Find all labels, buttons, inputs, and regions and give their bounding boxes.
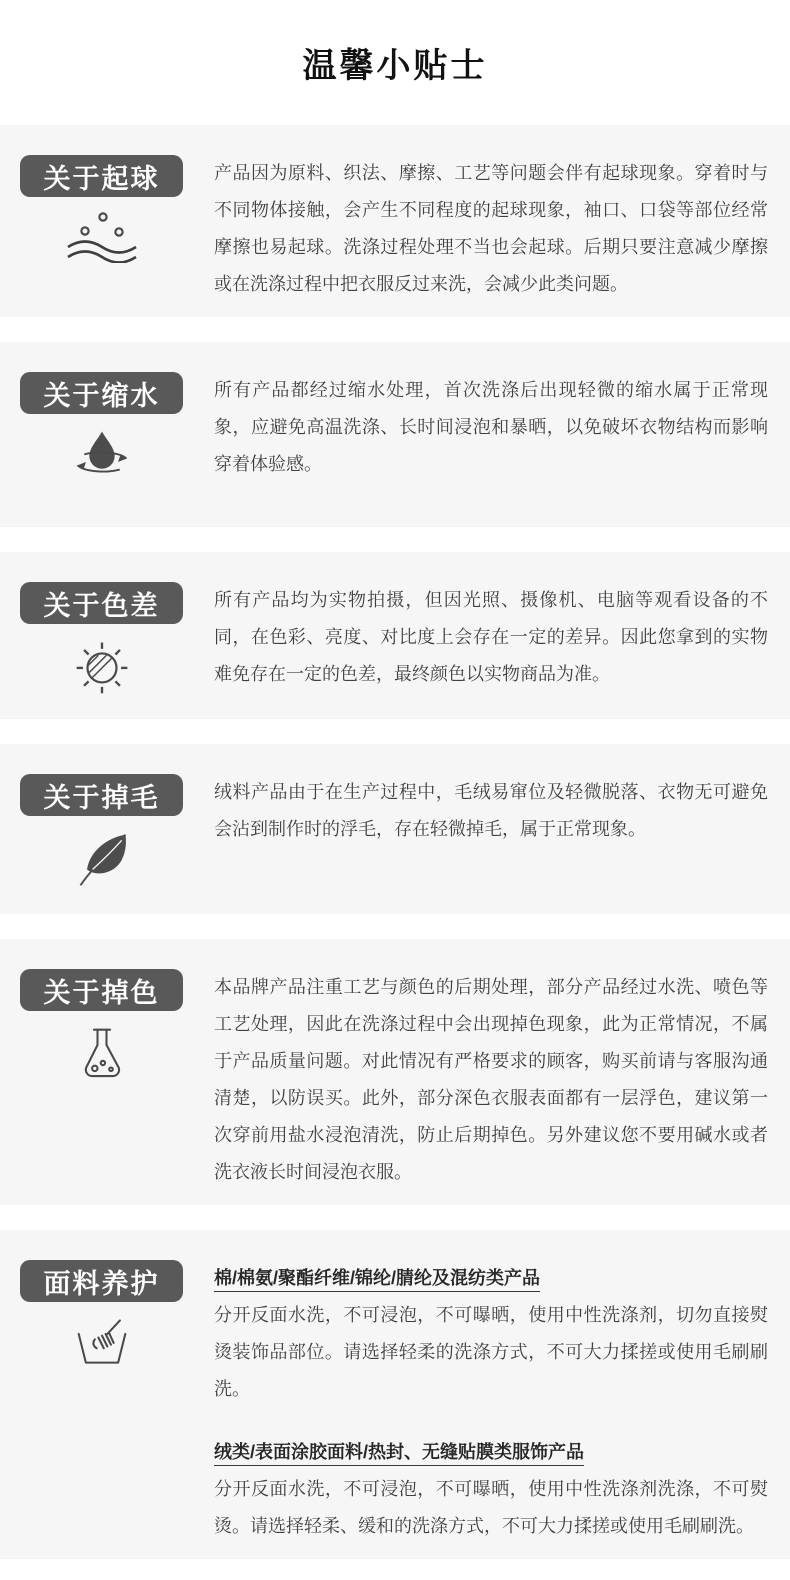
section-label-shrinkage <box>20 372 183 414</box>
pilling-icon <box>20 211 183 263</box>
tip-card-shedding <box>0 744 790 914</box>
page-title: 温馨小贴士 <box>302 47 488 85</box>
shrink-drop-icon <box>20 428 183 479</box>
tip-card-right-column <box>214 155 768 303</box>
flask-icon <box>20 1025 183 1083</box>
tip-card-left-column <box>0 372 200 479</box>
tip-card-left-column <box>0 582 200 696</box>
section-label-pilling <box>20 155 183 197</box>
tip-card-left-column <box>0 969 200 1083</box>
hand-wash-icon <box>20 1316 183 1368</box>
sun-icon <box>20 638 183 696</box>
section-label-text: 面料养护 <box>43 1268 160 1299</box>
tip-card-right-column <box>214 372 768 483</box>
section-body: 分开反面水洗，不可浸泡，不可曝晒，使用中性洗涤剂洗涤，不可熨烫。请选择轻柔、缓和的洗涤方式，不可大力揉搓或使用毛刷刷洗。 <box>214 1479 768 1536</box>
fabric-care-subheading-text: 绒类/表面涂胶面料/热封、无缝贴膜类服饰产品 <box>214 1442 584 1466</box>
section-label-fabric-care <box>20 1260 183 1302</box>
tip-card-left-column <box>0 155 200 263</box>
fabric-care-subsection <box>214 1434 768 1545</box>
section-body: 本品牌产品注重工艺与颜色的后期处理，部分产品经过水洗、喷色等工艺处理，因此在洗涤过程中会出现掉色现象，此为正常情况，不属于产品质量问题。对此情况有严格要求的顾客，购买前请与客服沟通清楚，以防误买。此外，部分深色衣服表面都有一层浮色，建议第一次穿前用盐水浸泡清洗，防止后期掉色。另外建议您不要用碱水或者洗衣液长时间浸泡衣服。 <box>214 977 768 1182</box>
tip-card-fading <box>0 939 790 1205</box>
fabric-care-subheading <box>214 1260 768 1297</box>
section-body: 分开反面水洗，不可浸泡，不可曝晒，使用中性洗涤剂，切勿直接熨烫装饰品部位。请选择轻柔的洗涤方式，不可大力揉搓或使用毛刷刷洗。 <box>214 1305 768 1399</box>
tip-card-left-column <box>0 1260 200 1368</box>
leaf-icon <box>20 830 183 890</box>
page-header <box>0 0 790 125</box>
tip-card-fabric-care <box>0 1230 790 1559</box>
tip-card-shrinkage <box>0 342 790 527</box>
tip-card-pilling <box>0 125 790 317</box>
section-body: 绒料产品由于在生产过程中，毛绒易窜位及轻微脱落、衣物无可避免会沾到制作时的浮毛，存在轻微掉毛，属于正常现象。 <box>214 782 768 839</box>
section-body: 产品因为原料、织法、摩擦、工艺等问题会伴有起球现象。穿着时与不同物体接触，会产生不同程度的起球现象，袖口、口袋等部位经常摩擦也易起球。洗涤过程处理不当也会起球。后期只要注意减少摩擦或在洗涤过程中把衣服反过来洗，会减少此类问题。 <box>214 163 768 294</box>
section-label-fading <box>20 969 183 1011</box>
tip-card-left-column <box>0 774 200 890</box>
fabric-care-subheading <box>214 1434 768 1471</box>
section-body: 所有产品都经过缩水处理，首次洗涤后出现轻微的缩水属于正常现象，应避免高温洗涤、长时间浸泡和暴晒，以免破坏衣物结构而影响穿着体验感。 <box>214 380 768 474</box>
fabric-care-subsection <box>214 1260 768 1408</box>
tip-card-right-column <box>214 1260 768 1545</box>
tip-card-right-column <box>214 582 768 693</box>
section-label-color-difference <box>20 582 183 624</box>
section-label-text: 关于缩水 <box>43 380 160 411</box>
section-label-text: 关于掉色 <box>43 977 160 1008</box>
tip-card-right-column <box>214 969 768 1191</box>
tip-card-right-column <box>214 774 768 848</box>
section-label-text: 关于起球 <box>43 163 160 194</box>
section-body: 所有产品均为实物拍摄，但因光照、摄像机、电脑等观看设备的不同，在色彩、亮度、对比度上会存在一定的差异。因此您拿到的实物难免存在一定的色差，最终颜色以实物商品为准。 <box>214 590 768 684</box>
section-label-text: 关于色差 <box>43 590 160 621</box>
tip-card-color-difference <box>0 552 790 719</box>
section-label-shedding <box>20 774 183 816</box>
fabric-care-subheading-text: 棉/棉氨/聚酯纤维/锦纶/腈纶及混纺类产品 <box>214 1268 540 1292</box>
section-label-text: 关于掉毛 <box>43 782 160 813</box>
